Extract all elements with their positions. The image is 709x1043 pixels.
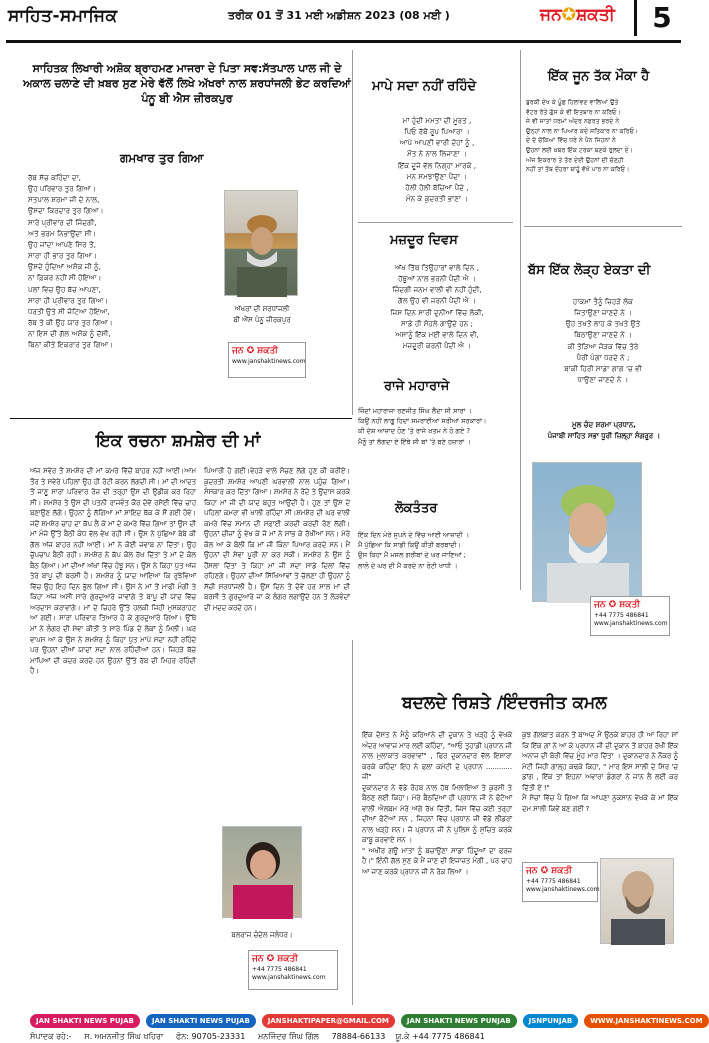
social-facebook[interactable]: JAN SHAKTI NEWS PUJAB [146,1014,256,1028]
tribute-headline: ਸਾਹਿਤਕ ਲਿਖਾਰੀ ਅਸ਼ੋਕ ਬ੍ਰਾਹਮਣ ਮਾਜਰਾ ਦੇ ਪਿਤਾ ਸਵ:ਸੱਤਪਾਲ ਪਾਲ ਜੀ ਦੇ ਅਕਾਲ ਚਲਾਣੇ ਦੀ ਖ਼ਬਰ ਸੁਣ ਮੇਰੇ ਵੱਲੋਂ ਲਿਖੇ ਅੱਖਰਾਂ ਨਾਲ ਸ਼ਰਧਾਂਜਲੀ ਭੇਟ ਕਰਦਿਆਂ ਪੰਨੂ ਬੀ ਐਸ ਜ਼ੀਰਕਪੁਰ [23,62,351,105]
column-divider [352,50,353,415]
rishte-column-2: ਕੁਝ ਗੱਲਬਾਤ ਕਰਨ ਤੋਂ ਬਾਅਦ ਮੈਂ ਉਠਕੇ ਬਾਹਰ ਹੀ ਆ ਰਿਹਾ ਸਾਂ ਕਿ ਇੱਕ ਗਾਂ ਨੇ ਆ ਕੇ ਪ੍ਰਧਾਨ ਜੀ ਦੀ ਦੁਕਾਨ ਤੋਂ ਬਾਹਰ ਰੱਖੀ ਇੱਕ ਅਨਾਜ ਦੀ ਬੋਰੀ ਵਿੱਚ ਮੂੰਹ ਮਾਰ ਦਿੱਤਾ । ਦੁਕਾਨਦਾਰ ਨੇ ਨੌਕਰ ਨੂੰ ਮੋਟੀ ਜਿਹੀ ਗਾਲ੍ਹ ਕਢਕੇ ਕਿਹਾ, " ਮਾਰ ਇਸ ਸਾਲੀ ਦੇ ਸਿਰ 'ਚ ਡਾਂਗ , ਇੱਕ ਤਾਂ ਇਹਨਾ ਅਵਾਰਾ ਡੰਗਰਾਂ ਨੇ ਜਾਨ ਲੈ ਲਈ ਕਰ ਦਿੱਤੀ ਏ !" ਮੈਂ ਸੋਚਾਂ ਵਿੱਚ ਪੈ ਗਿਆ ਕਿ ਆਪਣਾ ਨੁਕਸਾਨ ਵੇਖਕੇ ਕੇ ਮਾਂ ਇੱਕ ਦਮ ਸਾਲੀ ਕਿਵੇਂ ਬਣ ਗਈ ? [522,731,678,813]
logo-badge: ਜਨ ✪ ਸ਼ਕਤੀ +44 7775 486841 www.janshaktinews.com [522,862,598,902]
tribute-caption: ਅੱਖਰਾਂ ਦੀ ਸ਼ਰਧਾਂਜਲੀ ਬੀ ਐੱਸ ਪੰਨੂ ਜ਼ੀਰਕਪੁਰ [233,305,291,324]
ekta-poem: ਹਾਕਮਾਂ ਤੈਨੂੰ ਜ਼ਿਹੜੇ ਲੋਕ ਜਿਤਾਉਣਾ ਜਾਣਦੇ ਨੇ । ਉਹ ਤਖਤੋਂ ਲਾਹ ਕੇ ਤਖਤੇ ਉਤੇ ਬਿਠਾਉਣਾ ਜਾਣਦੇ ਨੇ । ਕੀ ਤੋੜਿਆ ਜੋੜਕ ਵਿੱਚ ਤੋਰੇ ਪੈਰੀਂ ਪੰਗਾ ਧਰਦੇ ਨੇ ; ਬਾਕੀ ਹਿਰੀ ਸਾਡਾ ਗਾਗ 'ਚ ਵੀ ਧਾਉਣਾ ਜਾਣਦੇ ਨੇ । [564,297,642,385]
ekta-title: ਬੱਸ ਇੱਕ ਲੋੜ੍ਹ ਏਕਤਾ ਦੀ [528,263,651,278]
edition-date: ਤਰੀਕ 01 ਤੋਂ 31 ਮਈ ਅਡੀਸ਼ਨ 2023 (08 ਮਈ ) [228,9,450,22]
logo-badge: ਜਨ ✪ ਸ਼ਕਤੀ www.janshaktinews.com [228,342,306,378]
loktantar-poem: ਇੱਕ ਦਿਨ ਮੇਰੇ ਸੁਪਨੇ ਦੇ ਵਿੱਚ ਆਈ ਆਜ਼ਾਦੀ । ਮੈਂ ਪੁੱਛਿਆ ਕਿ ਸਾਡੀ ਕਿਉਂ ਕੀਤੀ ਬਰਬਾਦੀ। ਉਸ ਕਿਹਾ ਮੈਂ ਮਸਲ ਗਰੀਬਾਂ ਦੇ ਘਰ ਜਾਣਿਆਂ ; ਲਾਲੋ ਦੇ ਘਰ ਦੀ ਮੈਂ ਕਰਦੇ ਨਾ ਰੋਟੀ ਖਾਧੀ । [358,531,470,570]
mauka-title: ਇੱਕ ਜੂਨ ਤੱਕ ਮੌਕਾ ਹੈ [548,69,650,84]
author-photo-inderjit [600,858,674,944]
social-email[interactable]: JANSHAKTIPAPER@GMAIL.COM [262,1014,395,1028]
author-photo [224,190,298,296]
loktantar-title: ਲੋਕਤੰਤਰ [395,501,438,516]
person-icon [225,191,299,297]
person-icon [223,827,303,919]
rishte-column-1: ਇੱਕ ਦੋਸਤ ਨੇ ਮੈਨੂੰ ਕਰਿਆਨੇ ਦੀ ਦੁਕਾਨ ਤੇ ਖੜ੍ਹੇ ਨੂੰ ਵੇਖਕੇ ਅੰਦਰ ਆਵਾਜ਼ ਮਾਰ ਲਈ ਕਹਿੰਦਾ, "ਆਓ ਤੁਹਾਡੀ ਪ੍ਰਧਾਨ ਜੀ ਨਾਲ ਮੁਲਾਕਾਤ ਕਰਵਾਵਾਂ" , ਫਿਰ ਦੁਕਾਨਦਾਰ ਵੱਲ ਇਸ਼ਾਰਾ ਕਰਕੇ ਕਹਿੰਦਾ ਇਹ ਨੇ ਫਲਾਂ ਕਮੇਟੀ ਦੇ ਪ੍ਰਧਾਨ ............ ਜੀ" ਦੁਕਾਨਦਾਰ ਨੇ ਵੱਡੇ ਰੋਹਬ ਨਾਲ ਹੱਥ ਮਿਲਾਇਆ ਤੇ ਕੁਰਸੀ ਤੇ ਬੈਠਣ ਲਈ ਕਿਹਾ। ਮੇਰੇ ਬੈਠਦਿਆਂ ਹੀ ਪ੍ਰਧਾਨ ਜੀ ਨੇ ਫੋਟੋਆਂ ਵਾਲੀ ਐਲਬਮ ਮੇਰੇ ਅੱਗੇ ਰੱਖ ਦਿੱਤੀ, ਜਿਸ ਵਿੱਚ ਕਈ ਤਰ੍ਹਾਂ ਦੀਆਂ ਫੋਟੋਆਂ ਸਨ , ਜਿਹਨਾਂ ਵਿੱਚ ਪ੍ਰਧਾਨ ਜੀ ਵੱਡੇ ਲੀਡਰਾਂ ਨਾਲ ਖੜ੍ਹੇ ਸਨ। ਜੋ ਪ੍ਰਧਾਨ ਜੀ ਨੇ ਪੁਲਿਸ ਨੂੰ ਸੁਚਿਤ ਕਰਕੇ ਕਾਬੂ ਕਰਵਾਏ ਸਨ । " ਅਖੀਰ ਗਊ ਮਾਤਾ ਨੂੰ ਬਚਾਉਣਾ ਸਾਡਾ ਹਿੰਦੂਆਂ ਦਾ ਫਰਜ਼ ਹੈ।" ਇੰਨੀ ਗੱਲ ਸੁਣ ਕੇ ਮੈਂ ਜਾਣ ਦੀ ਇਜਾਜ਼ਤ ਮੰਗੀ , ਪਰ ਚਾਹ ਆ ਜਾਣ ਕਰਕੇ ਪ੍ਰਧਾਨ ਜੀ ਨੇ ਰੋਕ ਲਿਆ । [362,731,512,876]
ekta-author: ਮੂਲ ਚੰਦ ਸ਼ਰਮਾ ਪ੍ਰਧਾਨ, ਪੰਜਾਬੀ ਸਾਹਿਤ ਸਭਾ ਧੂਰੀ ਜ਼ਿਲ੍ਹਾ ਸੰਗਰੂਰ । [547,421,661,440]
person-icon [601,859,675,945]
tribute-poem-title: ਗਮਖਾਰ ਤੁਰ ਗਿਆ [120,151,204,165]
mape-poem: ਮਾਂ ਹੁੰਦੀ ਮਮਤਾ ਦੀ ਮੂਰਤ , ਪਿਓ ਰੱਬੋਂ ਰੂਪ ਪਿਆਰਾ । ਆਪੇ ਆਪਣੀ ਵਾਰੀ ਦੋਹਾਂ ਨੂੰ , ਮੌਤ ਨੇ ਨਾਲ ਲਿਜਾਣਾ । ਇੱਕ ਦੂਜੇ ਵੱਲ ਨਿਗ੍ਹਾ ਮਾਰਕੇ , ਮਨ ਸਮਝਾਉਣਾ ਪੈਂਦਾ । ਹੋਲੀ ਹੋਲੀ ਬੱਚਿਆਂ ਪੈਂਦੇ , ਮੰਨ ਕੇ ਕੁਦਰਤੀ ਭਾਣਾ । [397,116,477,204]
social-twitter[interactable]: JSNPUNJAB [523,1014,579,1028]
author-photo-ekta [532,462,642,602]
mazdoor-title: ਮਜ਼ਦੂਰ ਦਿਵਸ [390,233,458,248]
shamsher-author: ਬਲਰਾਜ ਚੰਦੇਲ ਜਲੰਧਰ। [231,931,293,939]
mape-title: ਮਾਪੇ ਸਦਾ ਨਹੀਂ ਰਹਿੰਦੇ [372,79,477,94]
social-whatsapp[interactable]: JAN SHAKTI NEWS PUNJAB [401,1014,517,1028]
masthead-logo: ਜਨ✪ਸ਼ਕਤੀ [540,5,615,25]
tribute-poem: ਰੱਬ ਸੱਚ ਕਹਿੰਦਾ ਦਾ, ਉਹ ਪਰਿਵਾਰ ਤੁਰ ਗਿਆ। ਸਤਪਾਲ ਸ਼ਰਮਾ ਜੀ ਦੇ ਨਾਲ, ਉਸਦਾ ਕਿਰਦਾਰ ਤੁਰ ਗਿਆ। ਸਾਰੇ ਪ੍ਰੀਵਾਰ ਦੀ ਜਿੰਦਗੀ, ਅਤੇ ਭਰਮ ਨਿਭਾਉਂਦਾ ਸੀ। ਉਹ ਜਾਂਦਾ ਆਪਣੇ ਸਿਰ ਤੋਂ, ਸਾਰਾ ਹੀ ਭਾਰ ਤੁਰ ਗਿਆ। ਉਸਦੇ ਹੁੰਦਿਆਂ ਅਸ਼ੋਕ ਜੀ ਨੂੰ, ਨਾ ਫ਼ਿਕਰ ਨਹੀਂ ਸੀ ਹੋਇਆ। ਪਲਾਂ ਵਿਚ ਉਹ ਬੱਚ ਆਪਣਾ, ਸਾਰਾ ਹੀ ਪ੍ਰੀਵਾਰ ਤੁਰ ਗਿਆ। ਧਰਤੀ ਉਤੇ ਸੀ ਜੋਟਿਆ ਹੋਇਆ, ਰੱਬ ਤੇ ਕੀ ਉਹ ਯਾਰ ਤੁਰ ਗਿਆ। ਨਾ ਇਸ ਦੀ ਗੱਲ ਅਸ਼ੋਕ ਨੂੰ ਦੱਸੀ, ਬਿਨਾਂ ਕੀਤੇ ਇਕਰਾਰ ਤੁਰ ਗਿਆ। [28,173,114,350]
mazdoor-poem: ਅੱਖ ਤਿੱਥ ਤਿਉਹਾਰਾਂ ਵਾਲੇ ਦਿਨ , ਹੱਥੂਆਂ ਨਾਲ ਭਰਨੀ ਪੈਂਦੀ ਐ । ਜ਼ਿੰਦਗੀ ਜਨਮ ਵਾਲੀ ਵੀ ਨਹੀਂ ਹੁੰਦੀ, ਗੱਲ ਉਹ ਵੀ ਜਰਨੀ ਪੈਂਦੀ ਐ । ਜਿਸ ਦਿਨ ਸਾਰੀ ਦੁਨੀਆਂ ਵਿੱਚ ਲੋਕੀਂ, ਸਾਡੇ ਹੀ ਸੋਹਲੇ ਗਾਉਂਦੇ ਹਨ ; ਅਸਾਨੂੰ ਇੱਕ ਮਈ ਵਾਲੇ ਦਿਨ ਵੀ, ਮਜ਼ਦੂਰੀ ਕਰਨੀ ਪੈਂਦੀ ਐ । [390,263,484,351]
rishte-title: ਬਦਲਦੇ ਰਿਸ਼ਤੇ /ਇੰਦਰਜੀਤ ਕਮਲ [402,693,607,713]
social-instagram[interactable]: JAN SHAKTI NEWS PUJAB [30,1014,140,1028]
shamsher-column-2: ਪਿਆਰੀ ਹੋ ਗਈ।ਵੇਹੜੇ ਵਾਲੇ ਸੋਚਣ ਲੱਗੇ ਹੁਣ ਕੀ ਕਰੀਏ। ਕੁਦਰਤੀ ਸ਼ਮਸ਼ੇਰ ਆਪਣੀ ਘਰਵਾਲੀ ਨਾਲ ਪਹੁੰਚ ਗਿਆ। ਸੰਸਕਾਰ ਕਰ ਦਿੱਤਾ ਗਿਆ। ਸ਼ਮਸ਼ੇਰ ਨੇ ਰੋਂਦੇ ਤੇ ਉਦਾਸ ਕਰਕੇ ਕਿਹਾ ਮਾਂ ਜੀ ਦੀ ਯਾਦ ਬਹੁਤ ਆਉਂਦੀ ਹੈ। ਹੁਣ ਤਾਂ ਉਸ ਦੇ ਪਹਿਲਾਂ ਕਮਰਾ ਵੀ ਖਾਲੀ ਰਹਿੰਦਾ ਸੀ।ਸ਼ਮਸ਼ੇਰ ਦੀ ਘਰ ਵਾਲੀ ਕਮਰੇ ਵਿੱਚ ਸਮਾਨ ਦੀ ਸਫ਼ਾਈ ਕਰਦੀ ਕਰਦੀ ਰੋਣ ਲੱਗੀ। ਉਹਨਾਂ ਚੀਜ਼ਾਂ ਨੂੰ ਵੇਖ ਕੇ ਜੋ ਮਾਂ ਨੇ ਸਾਂਭ ਕੇ ਰੱਖੀਆਂ ਸਨ। ਮੇਰੇ ਕੋਲ ਆ ਕੇ ਬੋਲੀ ਕਿ ਮਾਂ ਜੀ ਕਿੰਨਾ ਪਿਆਰ ਕਰਦੇ ਸਨ। ਮੈਂ ਉਹਨਾਂ ਦੀ ਸੇਵਾ ਪੂਰੀ ਨਾ ਕਰ ਸਕੀ। ਸ਼ਮਸ਼ੇਰ ਨੇ ਉਸ ਨੂੰ ਹੌਂਸਲਾ ਦਿੱਤਾ ਤੇ ਕਿਹਾ ਮਾਂ ਜੀ ਸਦਾ ਸਾਡੇ ਦਿਲਾਂ ਵਿੱਚ ਰਹਿਣਗੇ। ਉਹਨਾਂ ਦੀਆਂ ਸਿੱਖਿਆਵਾਂ ਤੇ ਚੱਲਣਾ ਹੀ ਉਹਨਾਂ ਨੂੰ ਸੱਚੀ ਸ਼ਰਧਾਂਜਲੀ ਹੈ। ਉਸ ਦਿਨ ਤੋਂ ਦੋਵੇਂ ਹਰ ਸਾਲ ਮਾਂ ਦੀ ਬਰਸੀ ਤੇ ਗੁਰਦੁਆਰੇ ਜਾ ਕੇ ਲੰਗਰ ਲਗਾਉਂਦੇ ਹਨ ਤੇ ਲੋੜਵੰਦਾਂ ਦੀ ਮਦਦ ਕਰਦੇ ਹਨ। [204,467,350,612]
shamsher-title: ਇਕ ਰਚਨਾ ਸ਼ਮਸ਼ੇਰ ਦੀ ਮਾਂ [96,431,261,451]
logo-badge: ਜਨ ✪ ਸ਼ਕਤੀ +44 7775 486841 www.janshaktinews.com [590,596,670,636]
raje-title: ਰਾਜੇ ਮਹਾਰਾਜੇ [384,379,450,394]
person-icon [533,463,643,603]
section-title: ਸਾਹਿਤ-ਸਮਾਜਿਕ [8,6,118,26]
social-bar [30,1014,703,1028]
page-number: 5 [634,0,687,36]
header-rule [6,40,681,43]
mauka-poem: ਬੁਰਕੀ ਦੇਖ ਕੇ ਪੂੰਛ ਹਿਲਾਵਣ ਵਾਲਿਆਂ ਉਤੇ ਵੋਟਰ ਰੱਤੇ ਗੁੱਸ ਕੇ ਵੀ ਇਤਬਾਰ ਨਾ ਕਰਿਓ। ਜੇ ਵੀ ਜਾਤਾਂ ਧਰਮਾਂ ਅੰਦਰ ਨਫ਼ਰਤ ਭਰਦੇ ਨੇ ਉਨ੍ਹਾਂ ਨਾਲ ਨਾ ਪਿਆਰ ਕਦੇ ਸਤਿਕਾਰ ਨਾ ਕਰਿਓ। ਦੇ ਦੋ ਚੋਂਕਿਆਂ ਵਿੱਚ ਧਰੇ ਨੇ ਪੈਨ ਜਿਹਨਾਂ ਨੇ ਉਹਨਾਂ ਲਈ ਖ਼ਬਰ ਇੱਕ ਟਰਕਾ ਬਣਕੇ ਰੁਲਦਾ ਏ। ਅੱਜ ਇਕਰਾਰ ਤੇ ਤੋਰ ਦੇਈ ਉਹਨਾਂ ਦੀ ਚੋਣ੍ਹੀ ਨਹੀਂ ਤਾਂ ਤੋਬ ਦੋਹਰਾ ਬਾਂਹੂੰ ਵੱਖੋਂ ਪਾਰ ਨਾ ਕਰਿਓ। [526,99,639,174]
raje-poem: ਜਿੰਦਾਂ ਮਹਾਰਾਜਾ ਰਣਜੀਤ ਸਿੰਘ ਲੈਂਦਾ ਸੀ ਸਾਰਾਂ । ਕਿਉਂ ਨਹੀਂ ਲਾਗੂ ਹਿਦਾਂ ਸਮਰਾਈਆਂ ਸਰੀਆਂ ਸਰਕਾਰਾਂ। ਕੀ ਦੇਸ਼ ਆਜ਼ਾਦ ਹੋਣ 'ਤੇ ਰਾਜੇ ਖ਼ਤਮ ਨੇ ਹੋ ਗਏ ? ਮੈਨੂੰ ਤਾਂ ਲੱਗਦਾ ਏ ਇੱਥੇ ਸੀ ਬਾਂ 'ਤੇ ਬਣੇ ਹਜ਼ਾਰਾਂ । [358,407,487,446]
logo-star-icon: ✪ [561,5,576,25]
social-website[interactable]: WWW.JANSHAKTINEWS.COM [584,1014,708,1028]
footer-credits: ਸੰਪਾਦਕ ਰਹੇ:- ਸ. ਅਮਨਜੀਤ ਸਿੰਘ ਖਹਿਰਾ ਫੋਨ: 90705-23331 ਮਨਜਿੰਦਰ ਸਿੰਘ ਗਿੱਲ 78884-66133 ਯੂ.ਕੇ +44 7775 486841 [30,1032,485,1041]
author-photo-balraj [222,826,302,918]
shamsher-column-1: ਅੱਜ ਸਵੇਰ ਤੋਂ ਸ਼ਮਸ਼ੇਰ ਦੀ ਮਾਂ ਕਮਰੇ ਵਿੱਚੋਂ ਬਾਹਰ ਨਹੀਂ ਆਈ।ਆਮ ਤੌਰ ਤੇ ਸਵੇਰੇ ਪਹਿਲਾਂ ਉਹ ਹੀ ਰੋਟੀ ਕਰਨ ਲੱਗਦੀ ਸੀ। ਮਾਂ ਦੀ ਆਦਤ ਤੋਂ ਜਾਣੂ ਸਾਰਾ ਪਰਿਵਾਰ ਰੋਜ਼ ਦੀ ਤਰ੍ਹਾਂ ਉਸ ਦੀ ਉਡੀਕ ਕਰ ਰਿਹਾ ਸੀ। ਸ਼ਮਸ਼ੇਰ ਤੇ ਉਸ ਦੀ ਪਤਨੀ ਰਾਜਵੰਤ ਕੌਰ ਦੋਵੇਂ ਰਸੋਈ ਵਿੱਚ ਚਾਹ ਬਣਾਉਣ ਲੱਗੇ। ਉਹਨਾਂ ਨੂੰ ਲੱਗਿਆ ਮਾਂ ਸ਼ਾਇਦ ਥੱਕ ਕੇ ਸੌਂ ਗਈ ਹੋਵੇ। ਜਦੋਂ ਸ਼ਮਸ਼ੇਰ ਚਾਹ ਦਾ ਕੱਪ ਲੈ ਕੇ ਮਾਂ ਦੇ ਕਮਰੇ ਵਿੱਚ ਗਿਆ ਤਾਂ ਉਸ ਦੀ ਮਾਂ ਮੰਜੇ ਉੱਤੇ ਬੈਠੀ ਕੰਧ ਵੱਲ ਵੇਖ ਰਹੀ ਸੀ। ਉਸ ਨੇ ਪੁੱਛਿਆ ਬੇਬੇ ਕੀ ਗੱਲ ਅੱਜ ਬਾਹਰ ਨਹੀਂ ਆਈ। ਮਾਂ ਨੇ ਕੋਈ ਜਵਾਬ ਨਾ ਦਿੱਤਾ। ਉਹ ਚੁੱਪਚਾਪ ਬੈਠੀ ਰਹੀ। ਸ਼ਮਸ਼ੇਰ ਨੇ ਕੱਪ ਕੋਲ ਰੱਖ ਦਿੱਤਾ ਤੇ ਮਾਂ ਦੇ ਕੋਲ ਬੈਠ ਗਿਆ। ਮਾਂ ਦੀਆਂ ਅੱਖਾਂ ਵਿੱਚ ਹੰਝੂ ਸਨ। ਉਸ ਨੇ ਕਿਹਾ ਪੁੱਤ ਅੱਜ ਤੇਰੇ ਬਾਪੂ ਦੀ ਬਰਸੀ ਹੈ। ਸ਼ਮਸ਼ੇਰ ਨੂੰ ਯਾਦ ਆਇਆ ਕਿ ਰੁਝੇਵਿਆਂ ਵਿੱਚ ਉਹ ਇਹ ਦਿਨ ਭੁੱਲ ਗਿਆ ਸੀ। ਉਸ ਨੇ ਮਾਂ ਤੋਂ ਮਾਫੀ ਮੰਗੀ ਤੇ ਕਿਹਾ ਅੱਜ ਅਸੀਂ ਸਾਰੇ ਗੁਰਦੁਆਰੇ ਜਾਵਾਂਗੇ ਤੇ ਬਾਪੂ ਦੀ ਯਾਦ ਵਿੱਚ ਅਰਦਾਸ ਕਰਾਵਾਂਗੇ। ਮਾਂ ਦੇ ਚਿਹਰੇ ਉੱਤੇ ਹਲਕੀ ਜਿਹੀ ਮੁਸਕਰਾਹਟ ਆ ਗਈ। ਸਾਰਾ ਪਰਿਵਾਰ ਤਿਆਰ ਹੋ ਕੇ ਗੁਰਦੁਆਰੇ ਗਿਆ। ਉੱਥੇ ਮਾਂ ਨੇ ਲੰਗਰ ਦੀ ਸੇਵਾ ਕੀਤੀ ਤੇ ਸਾਰੇ ਪਿੰਡ ਦੇ ਲੋਕਾਂ ਨੂੰ ਮਿਲੀ। ਘਰ ਵਾਪਸ ਆ ਕੇ ਉਸ ਨੇ ਸ਼ਮਸ਼ੇਰ ਨੂੰ ਕਿਹਾ ਪੁੱਤ ਮਾਪੇ ਸਦਾ ਨਹੀਂ ਰਹਿੰਦੇ ਪਰ ਉਹਨਾਂ ਦੀਆਂ ਯਾਦਾਂ ਸਦਾ ਨਾਲ ਰਹਿੰਦੀਆਂ ਹਨ। ਜਿਹੜੇ ਬੱਚੇ ਮਾਪਿਆਂ ਦੀ ਕਦਰ ਕਰਦੇ ਹਨ ਉਹਨਾਂ ਉੱਤੇ ਰੱਬ ਦੀ ਮਿਹਰ ਰਹਿੰਦੀ ਹੈ। [30,467,196,676]
logo-badge: ਜਨ ✪ ਸ਼ਕਤੀ +44 7775 486841 www.janshaktinews.com [248,950,338,990]
